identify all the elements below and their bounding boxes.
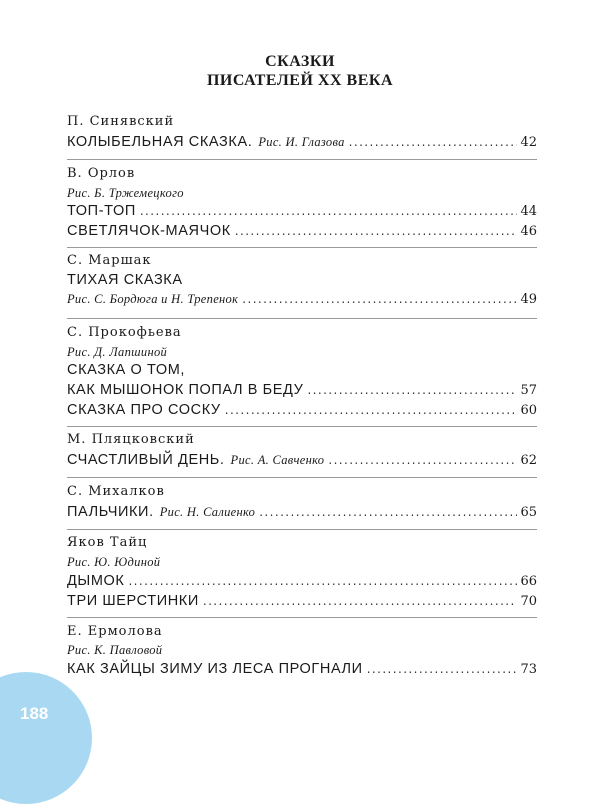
page-ref: 73 xyxy=(520,662,537,677)
dot-leader xyxy=(203,594,518,608)
story-title: СКАЗКА ПРО СОСКУ xyxy=(67,402,221,418)
toc-entry[interactable] xyxy=(67,452,537,468)
story-title: ТОП-ТОП xyxy=(67,203,136,219)
illustrator-credit: Рис. А. Савченко xyxy=(230,453,325,467)
toc-entry[interactable] xyxy=(67,223,537,239)
author-name: В. Орлов xyxy=(67,166,136,181)
toc-entry[interactable] xyxy=(67,402,537,418)
illustrator-credit: Рис. Ю. Юдиной xyxy=(67,555,161,569)
section-divider xyxy=(67,426,537,427)
section-divider xyxy=(67,318,537,319)
page-ref: 44 xyxy=(520,204,537,219)
author-name: Яков Тайц xyxy=(67,535,148,550)
dot-leader xyxy=(349,135,518,149)
dot-leader xyxy=(140,204,518,218)
author-name: П. Синявский xyxy=(67,114,175,129)
dot-leader xyxy=(225,403,518,417)
story-title: ТИХАЯ СКАЗКА xyxy=(67,272,183,288)
author-name: С. Маршак xyxy=(67,253,152,268)
toc-entry[interactable] xyxy=(67,134,537,150)
story-title: ПАЛЬЧИКИ. xyxy=(67,504,154,520)
title-line-2: ПИСАТЕЛЕЙ XX ВЕКА xyxy=(206,72,394,89)
dot-leader xyxy=(367,662,518,676)
dot-leader xyxy=(235,224,518,238)
illustrator-credit: Рис. К. Павловой xyxy=(67,643,163,657)
story-title: СВЕТЛЯЧОК-МАЯЧОК xyxy=(67,223,231,239)
illustrator-credit: Рис. Д. Лапшиной xyxy=(67,345,168,359)
story-title: КАК ЗАЙЦЫ ЗИМУ ИЗ ЛЕСА ПРОГНАЛИ xyxy=(67,661,363,677)
illustrator-credit: Рис. С. Бордюга и Н. Трепенок xyxy=(67,292,239,306)
dot-leader xyxy=(259,505,517,519)
page-ref: 57 xyxy=(520,383,537,398)
section-divider xyxy=(67,247,537,248)
story-title-line-1: СКАЗКА О ТОМ, xyxy=(67,362,186,378)
section-divider xyxy=(67,529,537,530)
page-ref: 46 xyxy=(520,224,537,239)
dot-leader xyxy=(328,453,517,467)
toc-entry[interactable] xyxy=(67,292,537,307)
page-title xyxy=(0,52,600,90)
page-ref: 49 xyxy=(520,292,537,307)
dot-leader xyxy=(242,292,517,306)
illustrator-credit: Рис. Б. Тржемецкого xyxy=(67,186,184,200)
story-title: СЧАСТЛИВЫЙ ДЕНЬ. xyxy=(67,452,225,468)
illustrator-credit: Рис. И. Глазова xyxy=(258,135,345,149)
dot-leader xyxy=(307,383,517,397)
toc-entry[interactable] xyxy=(67,573,537,589)
page-ref: 60 xyxy=(520,403,537,418)
toc-entry[interactable] xyxy=(67,661,537,677)
dot-leader xyxy=(128,574,517,588)
toc-entry[interactable] xyxy=(67,593,537,609)
title-line-1: СКАЗКИ xyxy=(265,53,335,70)
toc-entry-title-line[interactable] xyxy=(67,362,537,378)
page-ref: 70 xyxy=(520,594,537,609)
section-divider xyxy=(67,617,537,618)
author-name: Е. Ермолова xyxy=(67,624,163,639)
page-ref: 42 xyxy=(520,135,537,150)
page-ref: 66 xyxy=(520,574,537,589)
toc-entry[interactable] xyxy=(67,504,537,520)
story-title: ТРИ ШЕРСТИНКИ xyxy=(67,593,199,609)
toc-entry[interactable] xyxy=(67,382,537,398)
page-ref: 62 xyxy=(520,453,537,468)
story-title: КОЛЫБЕЛЬНАЯ СКАЗКА. xyxy=(67,134,253,150)
page-ref: 65 xyxy=(520,505,537,520)
author-name: М. Пляцковский xyxy=(67,432,195,447)
author-name: С. Прокофьева xyxy=(67,325,182,340)
illustrator-credit: Рис. Н. Салиенко xyxy=(159,505,256,519)
section-divider xyxy=(67,159,537,160)
page-number-tab xyxy=(0,672,92,804)
toc-entry-title[interactable] xyxy=(67,272,537,288)
author-name: С. Михалков xyxy=(67,484,165,499)
section-divider xyxy=(67,477,537,478)
story-title: КАК МЫШОНОК ПОПАЛ В БЕДУ xyxy=(67,382,304,398)
story-title: ДЫМОК xyxy=(67,573,125,589)
page-number: 188 xyxy=(20,704,49,723)
toc-entry[interactable] xyxy=(67,203,537,219)
